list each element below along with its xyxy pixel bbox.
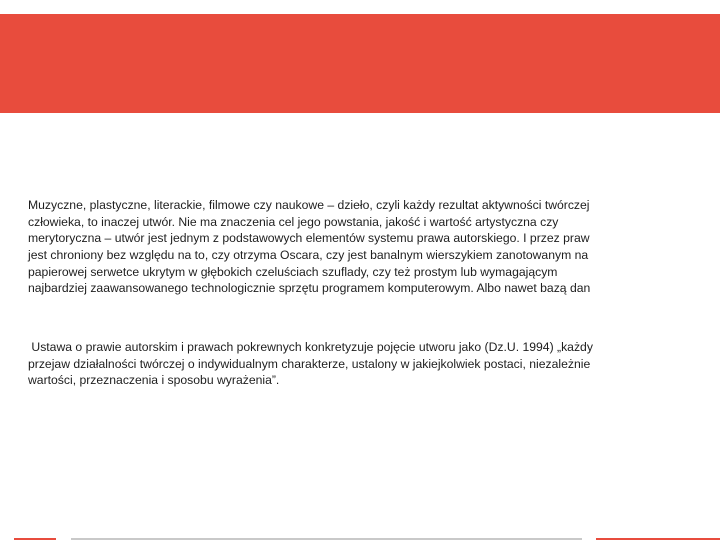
paragraph-1 — [28, 197, 720, 297]
paragraph-2-line: Ustawa o prawie autorskim i prawach pokrewnych konkretyzuje pojęcie utworu jako (Dz.U. 1994) „każdy — [28, 340, 593, 354]
paragraph-1-line: Muzyczne, plastyczne, literackie, filmowe czy naukowe – dzieło, czyli każdy rezultat aktywności twórczej — [28, 198, 590, 212]
paragraph-1-line: najbardziej zaawansowanego technologicznie sprzętu programem komputerowym. Albo nawet bazą dan — [28, 281, 591, 296]
paragraph-2 — [28, 339, 720, 389]
paragraph-1-line: jest chroniony bez względu na to, czy otrzyma Oscara, czy jest banalnym wierszykiem zanotowanym na — [28, 248, 589, 263]
paragraph-1-line: człowieka, to inaczej utwór. Nie ma znaczenia cel jego powstania, jakość i wartość artystyczna czy — [28, 214, 559, 229]
paragraph-1-line: merytoryczna – utwór jest jednym z podstawowych elementów systemu prawa autorskiego. I przez praw — [28, 231, 590, 246]
paragraph-2-line: przejaw działalności twórczej o indywidualnym charakterze, ustalony w jakiejkolwiek postaci, niezależnie — [28, 356, 591, 371]
header-band — [0, 14, 720, 113]
paragraph-2-line: wartości, przeznaczenia i sposobu wyrażenia”. — [28, 373, 280, 388]
paragraph-1-line: papierowej serwetce ukrytym w głębokich czeluściach szuflady, czy też prostym lub wymagającym — [28, 264, 558, 279]
